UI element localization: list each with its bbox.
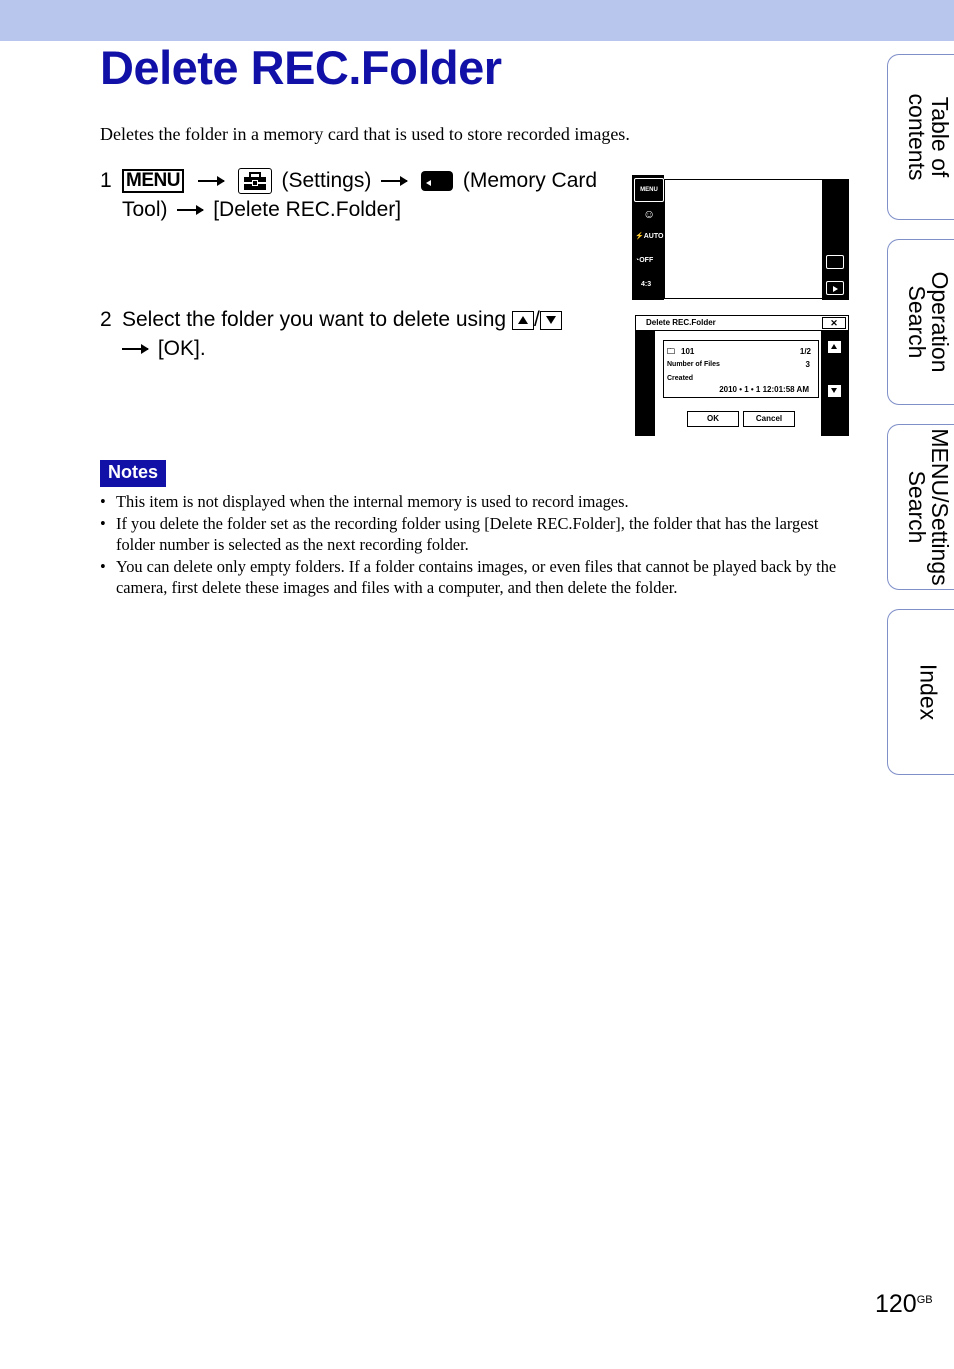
screen-dialog-title: Delete REC.Folder ✕ [636,316,848,330]
tab-toc-line1: Table of [927,96,953,178]
flash-icon: ⚡AUTO [635,233,664,240]
arrow-icon [122,348,148,350]
page-number: $120^{GB}$ [875,1290,933,1318]
image-size-icon: 4:3 [641,281,652,288]
tab-menu-line1: MENU/Settings [927,428,953,586]
tab-index[interactable] [887,609,954,775]
tab-table-of-contents[interactable] [887,54,954,220]
up-button-icon [512,311,534,330]
intro-text: Deletes the folder in a memory card that is used to store recorded images. [100,124,630,144]
step-2-body [122,305,562,334]
arrow-icon [381,180,407,182]
folder-number: 101 [681,347,695,356]
tool-text: Tool) [122,198,168,221]
step-1-body [122,166,597,195]
notes-list [100,491,852,599]
note-item: • This item is not displayed when the internal memory is used to record images. [100,491,852,513]
arrow-icon [198,180,224,182]
tab-operation-search[interactable] [887,239,954,405]
screen-cancel-button: Cancel [743,411,795,427]
memory-card-text: (Memory Card [462,169,598,192]
settings-toolbox-icon [238,168,272,194]
page-title: Delete REC.Folder [100,41,502,94]
memory-card-icon [421,171,453,191]
tab-toc-line2: contents [904,93,930,181]
tab-index-line1: Index [915,663,942,721]
menu-button-icon: MENU [122,169,184,193]
arrow-icon [177,209,203,211]
folder-page: 1/2 [799,347,811,356]
files-label: Number of Files [667,361,720,368]
step-1-line-2 [122,195,401,224]
ok-text: [OK]. [157,337,206,360]
tab-menu-line2: Search [904,470,930,544]
tab-operation-line2: Search [904,285,930,359]
self-timer-icon: ◔OFF [635,257,654,264]
screen-viewfinder [664,179,823,299]
created-value: 2010 • 1 • 1 12:01:58 AM [719,385,809,394]
screen-up-arrow-icon [828,341,841,353]
slash-text: / [533,308,540,331]
notes-badge: Notes [100,460,166,487]
smile-icon: ☺ [643,207,656,221]
header-band [0,0,954,41]
tab-menu-settings-search[interactable] [887,424,954,590]
files-value: 3 [805,360,810,369]
settings-text: (Settings) [281,169,372,192]
playback-icon [826,281,844,295]
tab-operation-line1: Operation [927,271,953,373]
screen-right-panel [822,179,849,300]
screen-down-arrow-icon [828,385,841,397]
created-label: Created [667,375,694,382]
camera-screen-shooting [632,175,849,300]
step-2-text: Select the folder you want to delete using [122,308,507,331]
folder-info-box [663,340,819,398]
screen-menu-button: MENU [634,178,664,202]
step-2-line-2 [122,334,206,363]
screen-ok-button: OK [687,411,739,427]
camera-screen-delete-folder [635,315,849,436]
note-item: • If you delete the folder set as the recording folder using [Delete REC.Folder], the folder that has the largest folder number is selected as the next recording folder. [100,513,852,556]
down-button-icon [540,311,562,330]
note-item: • You can delete only empty folders. If a folder contains images, or even files that cannot be played back by the camera, first delete these images and files with a computer, and then delete the folder. [100,556,852,599]
screen-left-panel [632,175,664,300]
folder-icon: 🗀 [667,347,675,356]
delete-rec-folder-text: [Delete REC.Folder] [213,198,402,221]
close-icon: ✕ [822,317,846,329]
screen-dialog-body [655,331,821,436]
camera-mode-icon [826,255,844,269]
step-2-number: 2 [100,308,112,331]
step-1-number: 1 [100,169,112,192]
